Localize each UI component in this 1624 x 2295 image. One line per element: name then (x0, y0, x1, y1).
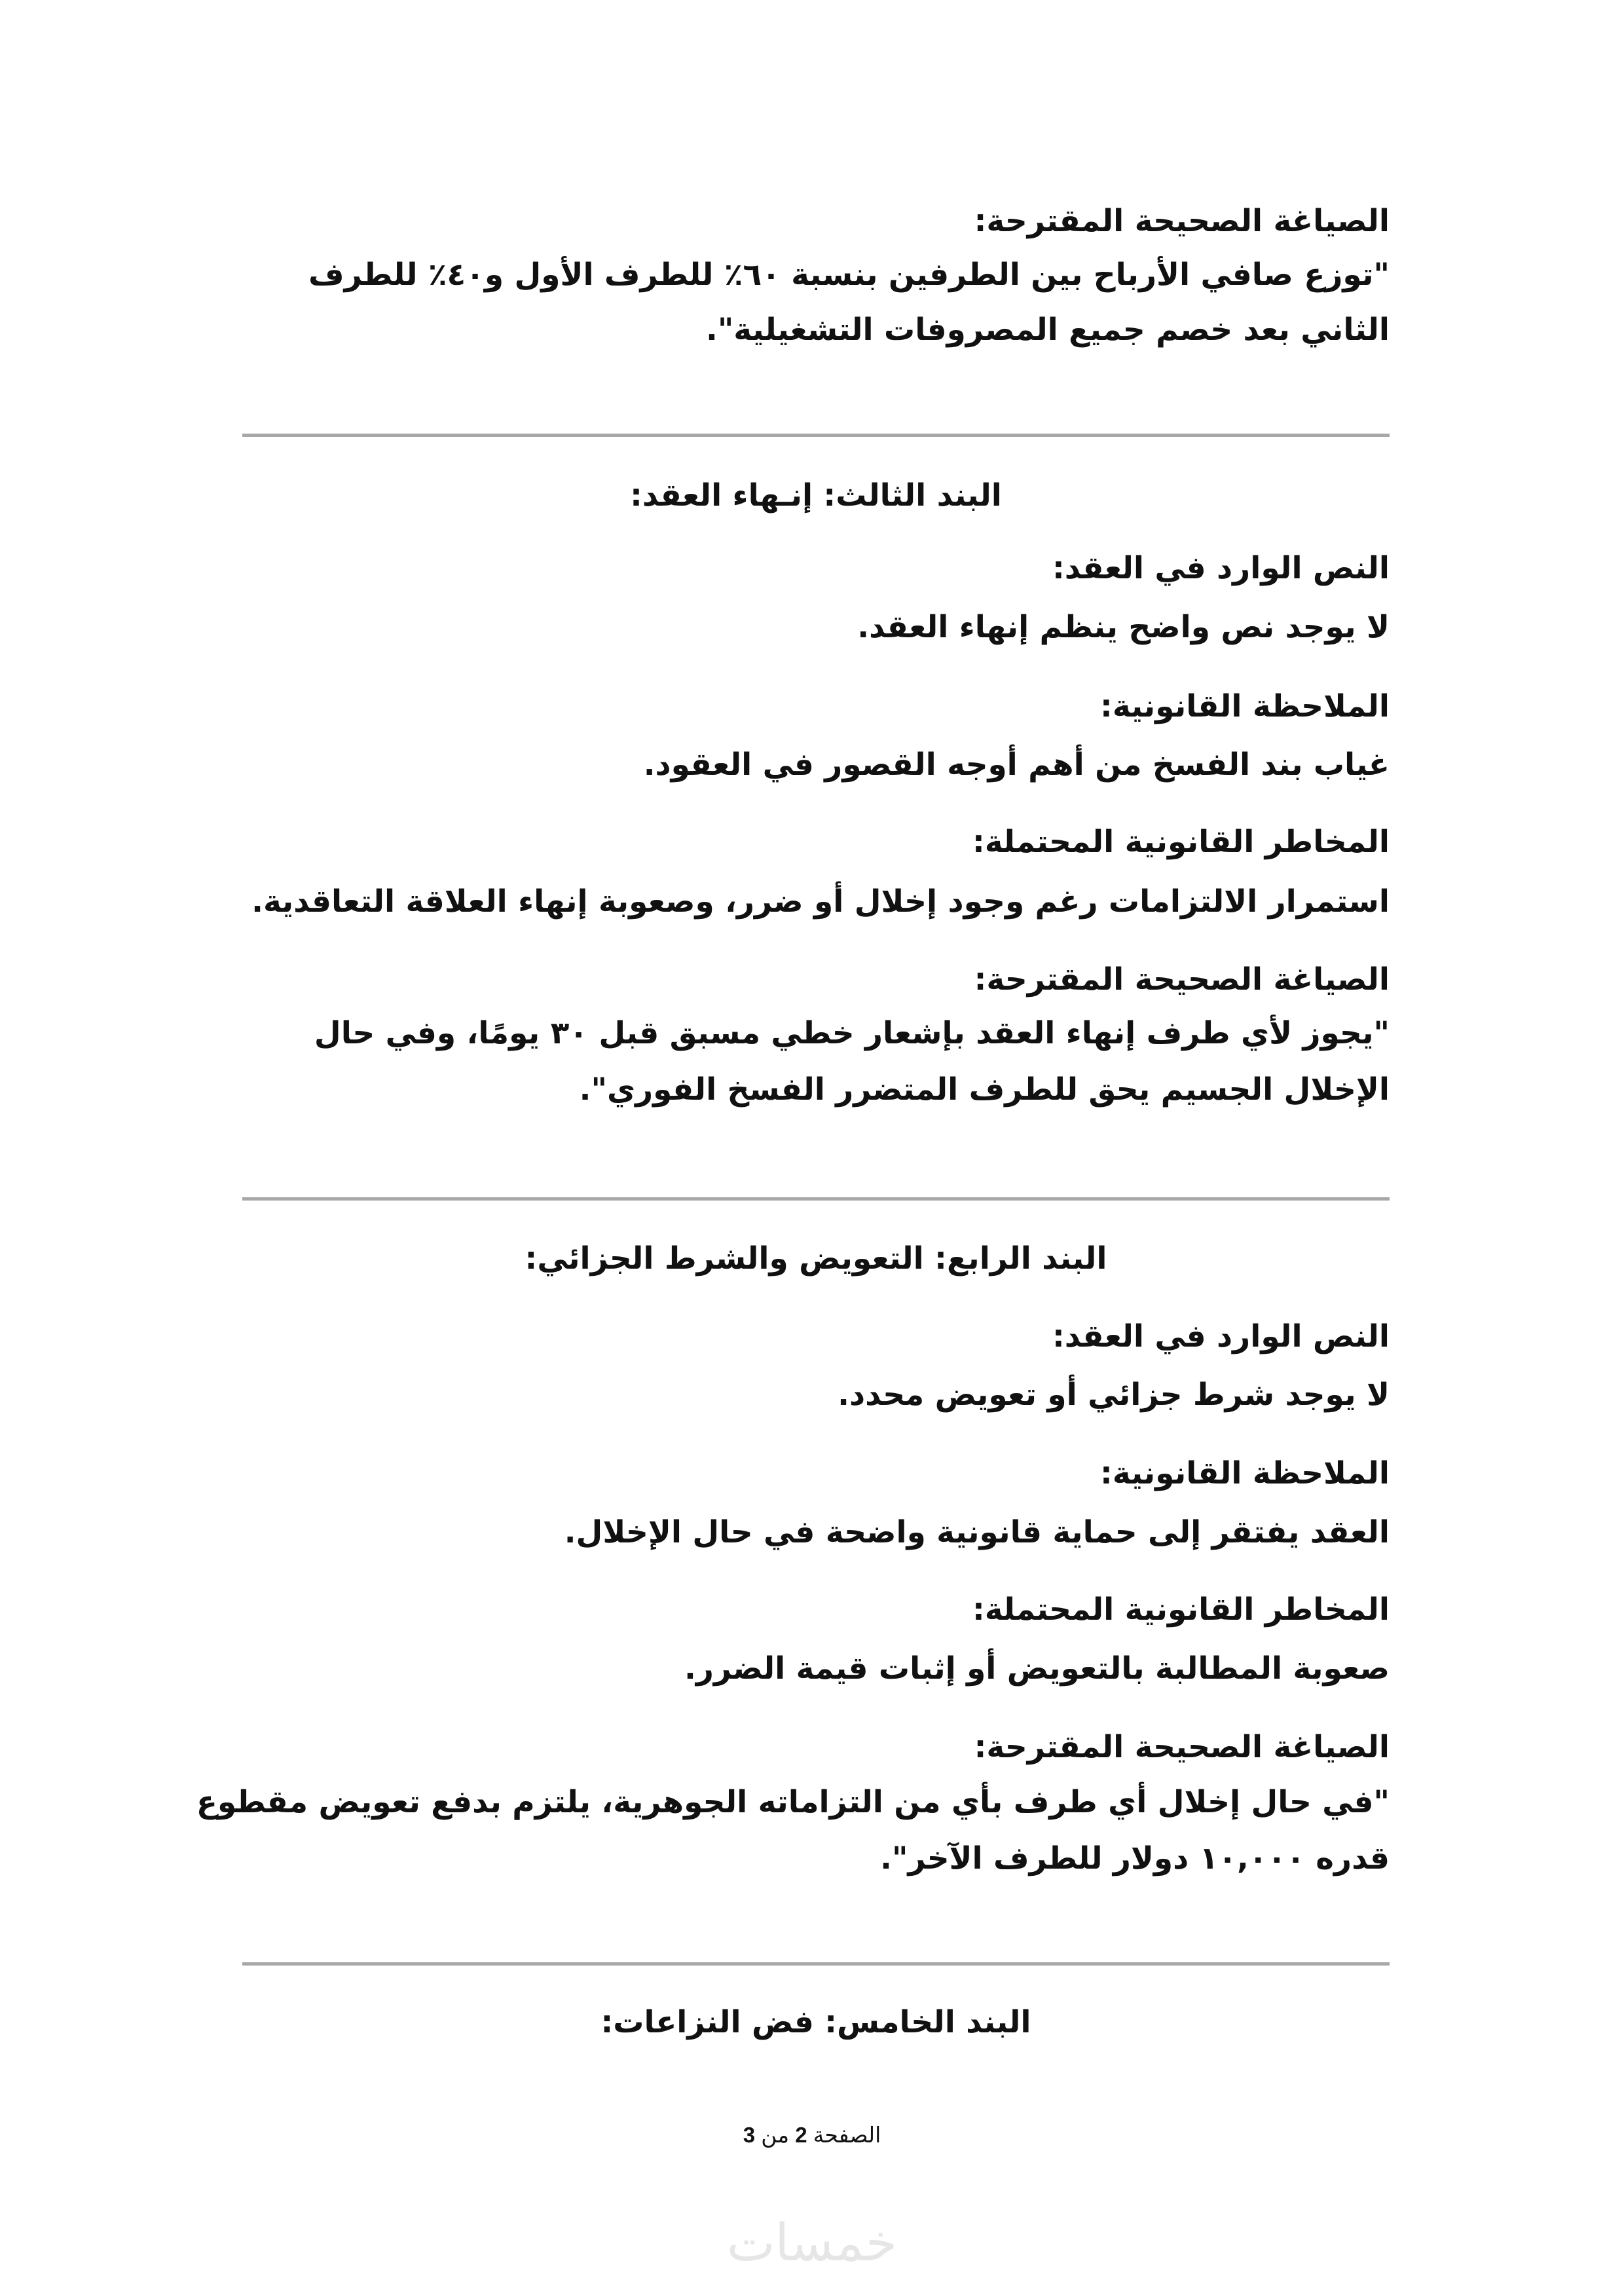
contract-text-value: لا يوجد نص واضح ينظم إنهاء العقد. (857, 609, 1390, 645)
legal-risks-label: المخاطر القانونية المحتملة: (972, 1592, 1390, 1628)
page-number: 2 (795, 2123, 807, 2147)
section-divider (242, 1197, 1390, 1201)
legal-risks-value: صعوبة المطالبة بالتعويض أو إثبات قيمة الضرر. (684, 1651, 1390, 1687)
proposed-text-line-2: الثاني بعد خصم جميع المصروفات التشغيلية". (705, 312, 1390, 348)
legal-note-value: غياب بند الفسخ من أهم أوجه القصور في العقود. (643, 747, 1390, 783)
total-pages: 3 (743, 2123, 756, 2147)
section-4-title: البند الرابع: التعويض والشرط الجزائي: (525, 1241, 1107, 1277)
section-5-title: البند الخامس: فض النزاعات: (600, 2004, 1031, 2040)
of-word: من (761, 2123, 790, 2147)
proposed-label: الصياغة الصحيحة المقترحة: (974, 961, 1390, 998)
proposed-text-line-2: الإخلال الجسيم يحق للطرف المتضرر الفسخ الفوري". (579, 1072, 1390, 1108)
proposed-text-line-1: "يجوز لأي طرف إنهاء العقد بإشعار خطي مسبق قبل ٣٠ يومًا، وفي حال (314, 1015, 1390, 1051)
section-divider (242, 1962, 1390, 1966)
proposed-label: الصياغة الصحيحة المقترحة: (974, 1729, 1390, 1765)
legal-note-label: الملاحظة القانونية: (1100, 1455, 1390, 1491)
page-footer (0, 2122, 1624, 2148)
proposed-text-line-2: قدره ١٠,٠٠٠ دولار للطرف الآخر". (880, 1840, 1390, 1876)
section-3-title: البند الثالث: إنـهاء العقد: (630, 477, 1002, 513)
proposed-text-line-1: "توزع صافي الأرباح بين الطرفين بنسبة ٦٠٪ للطرف الأول و٤٠٪ للطرف (308, 257, 1390, 293)
contract-text-label: النص الوارد في العقد: (1052, 550, 1390, 586)
section-divider (242, 434, 1390, 437)
page-word: الصفحة (813, 2123, 881, 2147)
legal-risks-value: استمرار الالتزامات رغم وجود إخلال أو ضرر، وصعوبة إنهاء العلاقة التعاقدية. (251, 884, 1390, 920)
contract-text-label: النص الوارد في العقد: (1052, 1318, 1390, 1354)
legal-note-value: العقد يفتقر إلى حماية قانونية واضحة في حال الإخلال. (564, 1514, 1390, 1550)
watermark-logo: خمسات (726, 2214, 898, 2273)
legal-note-label: الملاحظة القانونية: (1100, 688, 1390, 724)
proposed-label: الصياغة الصحيحة المقترحة: (974, 203, 1390, 239)
proposed-text-line-1: "في حال إخلال أي طرف بأي من التزاماته الجوهرية، يلتزم بدفع تعويض مقطوع (196, 1784, 1390, 1820)
contract-text-value: لا يوجد شرط جزائي أو تعويض محدد. (838, 1377, 1390, 1413)
legal-risks-label: المخاطر القانونية المحتملة: (972, 824, 1390, 860)
